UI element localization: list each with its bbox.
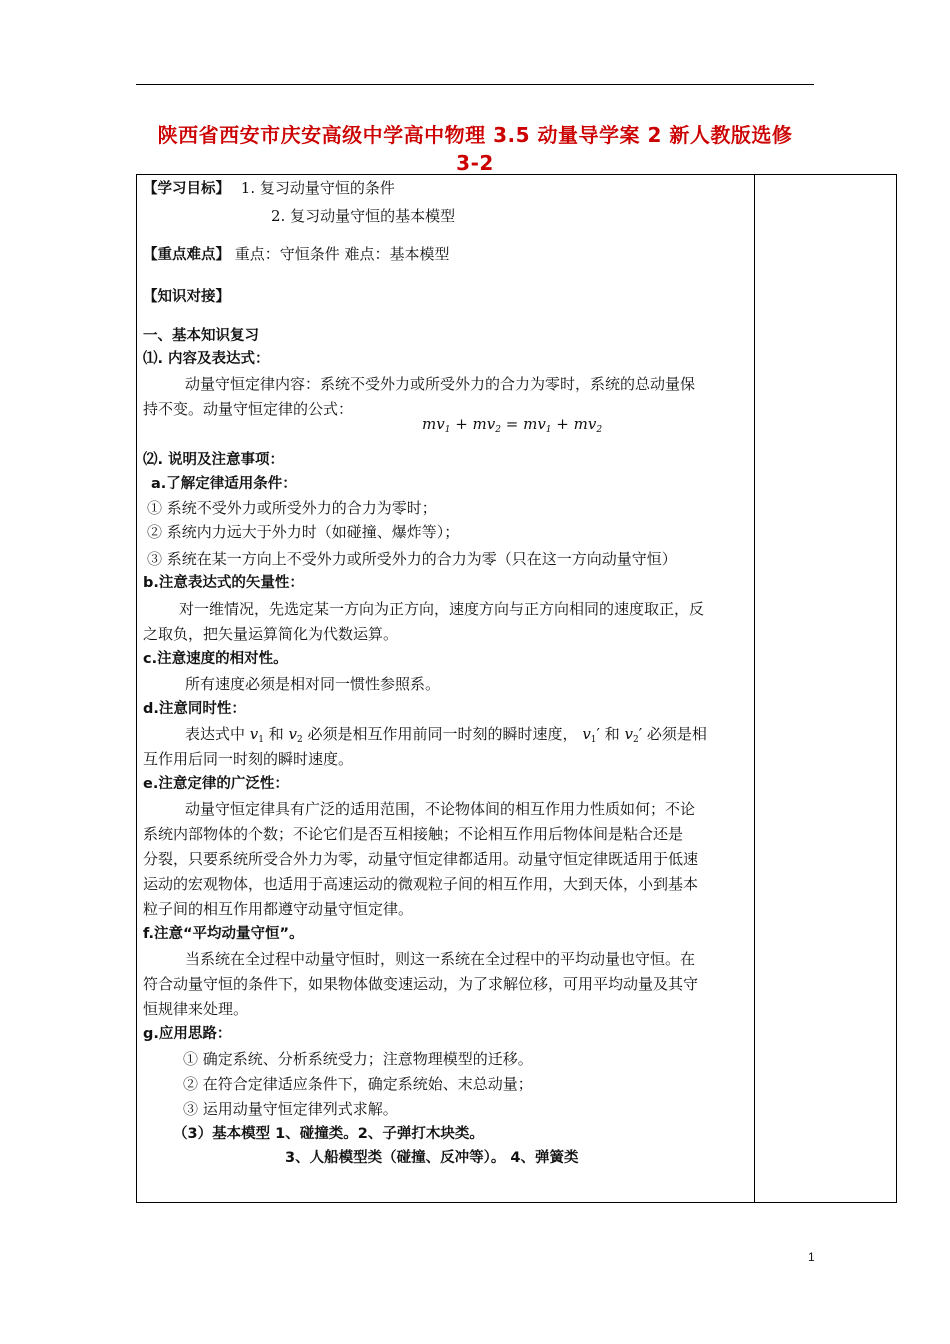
goals-label: 【学习目标】 bbox=[143, 181, 230, 197]
study-plan-table bbox=[136, 174, 897, 1203]
formula-term: = mv bbox=[500, 415, 546, 433]
note-b-line-1: 对一维情况，先选定某一方向为正方向，速度方向与正方向相同的速度取正，反 bbox=[179, 600, 705, 618]
law-line-1: 动量守恒定律内容：系统不受外力或所受外力的合力为零时，系统的总动量保 bbox=[185, 375, 696, 393]
key-points-row bbox=[143, 244, 450, 265]
note-e-line-4: 运动的宏观物体，也适用于高速运动的微观粒子间的相互作用，大到天体，小到基本 bbox=[143, 875, 699, 893]
note-a-item-2: ② 系统内力远大于外力时（如碰撞、爆炸等）； bbox=[147, 523, 460, 541]
note-d-line-2: 互作用后同一时刻的瞬时速度。 bbox=[143, 750, 354, 768]
variable: v bbox=[624, 725, 633, 743]
note-g-heading: g.应用思路： bbox=[143, 1026, 232, 1042]
note-e-line-2: 系统内部物体的个数；不论它们是否互相接触；不论相互作用后物体间是粘合还是 bbox=[143, 825, 684, 843]
note-c-heading: c.注意速度的相对性。 bbox=[143, 651, 288, 667]
formula-subscript: 1 bbox=[545, 425, 552, 435]
note-f-line-2: 符合动量守恒的条件下，如果物体做变速运动，为了求解位移，可用平均动量及其守 bbox=[143, 975, 699, 993]
formula-term: + mv bbox=[450, 415, 496, 433]
goal-item-1: 1. 复习动量守恒的条件 bbox=[240, 179, 395, 197]
title-line-2: 3-2 bbox=[456, 151, 494, 175]
note-a-item-3: ③ 系统在某一方向上不受外力或所受外力的合力为零（只在这一方向动量守恒） bbox=[147, 550, 677, 568]
law-line-2: 持不变。动量守恒定律的公式： bbox=[143, 400, 354, 418]
goal-item-2: 2. 复习动量守恒的基本模型 bbox=[271, 207, 456, 225]
variable-subscript: 2 bbox=[297, 735, 303, 745]
note-e-line-3: 分裂，只要系统所受合外力为零，动量守恒定律都适用。动量守恒定律既适用于低速 bbox=[143, 850, 699, 868]
note-f-heading: f.注意“平均动量守恒”。 bbox=[143, 926, 304, 942]
document-title bbox=[140, 121, 810, 177]
header-rule bbox=[136, 84, 814, 85]
formula-term: mv bbox=[422, 415, 445, 433]
subheading-content: ⑴. 内容及表达式： bbox=[143, 351, 270, 367]
note-a-item-1: ① 系统不受外力或所受外力的合力为零时； bbox=[147, 499, 437, 517]
text-run: 和 bbox=[264, 725, 289, 743]
formula-subscript: 1 bbox=[444, 425, 451, 435]
note-e-line-1: 动量守恒定律具有广泛的适用范围，不论物体间的相互作用力性质如何；不论 bbox=[185, 800, 696, 818]
basic-models-line-1: （3）基本模型 1、碰撞类。2、子弹打木块类。 bbox=[173, 1126, 484, 1142]
variable-subscript: 2 bbox=[632, 735, 639, 745]
variable-subscript: 1 bbox=[258, 735, 264, 745]
note-e-line-5: 粒子间的相互作用都遵守动量守恒定律。 bbox=[143, 900, 414, 918]
column-divider bbox=[754, 175, 755, 1202]
note-d-heading: d.注意同时性： bbox=[143, 701, 246, 717]
knowledge-link-heading: 【知识对接】 bbox=[143, 289, 230, 305]
subheading-notes: ⑵. 说明及注意事项： bbox=[143, 452, 285, 468]
variable: v bbox=[249, 725, 259, 743]
goals-row bbox=[143, 178, 395, 199]
text-run: 表达式中 bbox=[185, 725, 250, 743]
text-run: 必须是相互作用前同一时刻的瞬时速度， bbox=[302, 725, 583, 743]
note-d-line-1 bbox=[185, 724, 707, 750]
formula-subscript: 2 bbox=[596, 425, 603, 435]
key-points-text: 重点：守恒条件 难点：基本模型 bbox=[234, 245, 450, 263]
note-f-line-3: 恒规律来处理。 bbox=[143, 1000, 249, 1018]
variable-subscript: 1 bbox=[590, 735, 597, 745]
formula-subscript: 2 bbox=[495, 425, 501, 435]
variable: v bbox=[288, 725, 298, 743]
section-heading: 一、基本知识复习 bbox=[143, 328, 259, 344]
note-a-heading: a.了解定律适用条件： bbox=[151, 476, 297, 492]
title-line-1: 陕西省西安市庆安高级中学高中物理 3.5 动量导学案 2 新人教版选修 bbox=[157, 123, 793, 147]
variable: v bbox=[582, 725, 591, 743]
note-c-line-1: 所有速度必须是相对同一惯性参照系。 bbox=[185, 675, 441, 693]
note-f-line-1: 当系统在全过程中动量守恒时，则这一系统在全过程中的平均动量也守恒。在 bbox=[185, 950, 696, 968]
key-points-label: 【重点难点】 bbox=[143, 247, 230, 263]
note-b-heading: b.注意表达式的矢量性： bbox=[143, 575, 304, 591]
text-run: ′ 必须是相 bbox=[638, 725, 707, 743]
formula-term: + mv bbox=[551, 415, 597, 433]
main-content-cell bbox=[137, 175, 754, 1202]
note-e-heading: e.注意定律的广泛性： bbox=[143, 776, 289, 792]
note-g-item-3: ③ 运用动量守恒定律列式求解。 bbox=[183, 1100, 398, 1118]
note-g-item-2: ② 在符合定律适应条件下，确定系统始、末总动量； bbox=[183, 1075, 533, 1093]
note-b-line-2: 之取负，把矢量运算简化为代数运算。 bbox=[143, 625, 399, 643]
page-number: 1 bbox=[808, 1250, 815, 1264]
text-run: ′ 和 bbox=[596, 725, 625, 743]
momentum-formula bbox=[422, 415, 602, 435]
note-g-item-1: ① 确定系统、分析系统受力；注意物理模型的迁移。 bbox=[183, 1050, 533, 1068]
basic-models-line-2: 3、人船模型类（碰撞、反冲等）。 4、弹簧类 bbox=[285, 1150, 579, 1166]
